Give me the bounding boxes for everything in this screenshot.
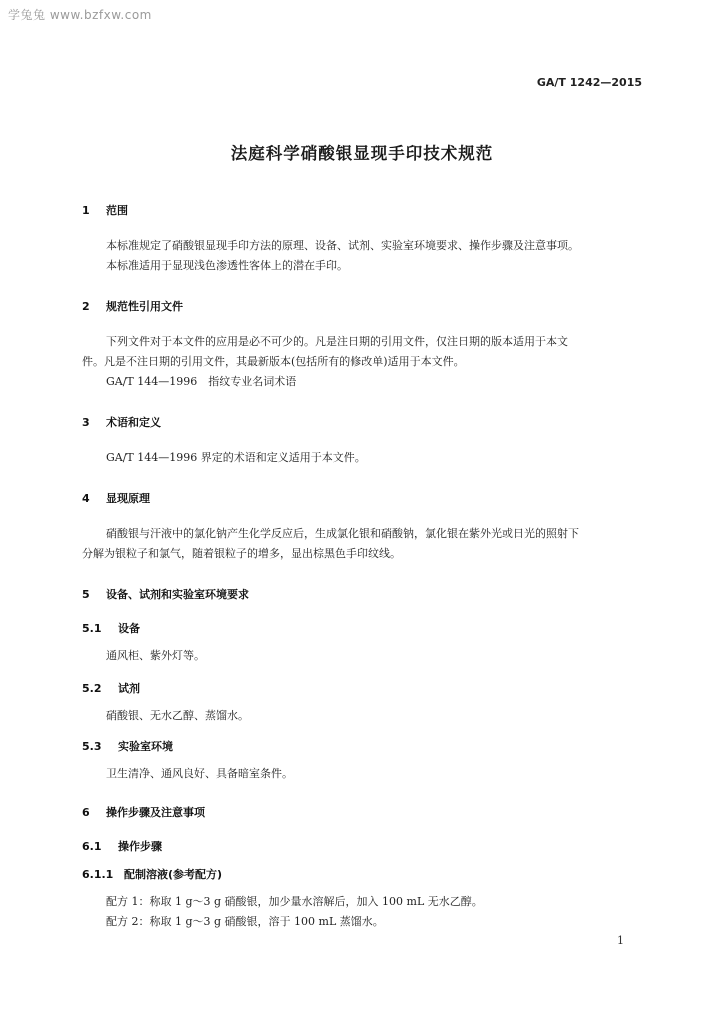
paragraph: 通风柜、紫外灯等。 (106, 649, 205, 662)
section-5-1-heading (82, 620, 140, 636)
section-6-1-1-heading (82, 866, 222, 882)
paragraph: 本标准适用于显现浅色渗透性客体上的潜在手印。 (106, 259, 348, 272)
paragraph: 硝酸银、无水乙醇、蒸馏水。 (106, 709, 249, 722)
formula-item: 配方 1：称取 1 g～3 g 硝酸银，加少量水溶解后，加入 100 mL 无水乙醇。 (106, 895, 483, 908)
section-number: 1 (82, 204, 90, 217)
section-number: 6 (82, 806, 90, 819)
section-6-1-heading (82, 838, 162, 854)
section-number: 4 (82, 492, 90, 505)
section-4-heading (82, 490, 150, 506)
section-title: 规范性引用文件 (106, 300, 183, 313)
section-title: 范围 (106, 204, 128, 217)
paragraph: 件。凡是不注日期的引用文件，其最新版本(包括所有的修改单)适用于本文件。 (82, 355, 465, 368)
section-title: 显现原理 (106, 492, 150, 505)
section-title: 实验室环境 (118, 740, 173, 753)
section-title: 术语和定义 (106, 416, 161, 429)
section-5-3-heading (82, 738, 173, 754)
section-3-heading (82, 414, 161, 430)
section-number: 6.1.1 (82, 868, 114, 881)
reference-item: GA/T 144—1996 指纹专业名词术语 (106, 375, 297, 388)
watermark: 学兔兔 www.bzfxw.com (8, 8, 152, 22)
standard-number: GA/T 1242—2015 (536, 76, 642, 89)
paragraph: 下列文件对于本文件的应用是必不可少的。凡是注日期的引用文件，仅注日期的版本适用于本文 (106, 335, 568, 348)
section-title: 操作步骤及注意事项 (106, 806, 205, 819)
section-1-heading (82, 202, 128, 218)
section-2-heading (82, 298, 183, 314)
paragraph: 分解为银粒子和氯气，随着银粒子的增多，显出棕黑色手印纹线。 (82, 547, 401, 560)
paragraph: GA/T 144—1996 界定的术语和定义适用于本文件。 (106, 451, 366, 464)
section-5-2-heading (82, 680, 140, 696)
page-number: 1 (617, 934, 624, 947)
paragraph: 硝酸银与汗液中的氯化钠产生化学反应后，生成氯化银和硝酸钠，氯化银在紫外光或日光的照射下 (106, 527, 579, 540)
section-number: 5.3 (82, 740, 102, 753)
section-title: 配制溶液(参考配方) (124, 868, 223, 881)
section-5-heading (82, 586, 249, 602)
section-6-heading (82, 804, 205, 820)
section-number: 3 (82, 416, 90, 429)
section-title: 设备、试剂和实验室环境要求 (106, 588, 249, 601)
section-number: 6.1 (82, 840, 102, 853)
document-title: 法庭科学硝酸银显现手印技术规范 (230, 144, 494, 163)
section-number: 5.2 (82, 682, 102, 695)
paragraph: 卫生清净、通风良好、具备暗室条件。 (106, 767, 293, 780)
section-title: 试剂 (118, 682, 140, 695)
section-number: 5.1 (82, 622, 102, 635)
paragraph: 本标准规定了硝酸银显现手印方法的原理、设备、试剂、实验室环境要求、操作步骤及注意事项。 (106, 239, 579, 252)
section-number: 5 (82, 588, 90, 601)
section-title: 设备 (118, 622, 140, 635)
formula-item: 配方 2：称取 1 g～3 g 硝酸银，溶于 100 mL 蒸馏水。 (106, 915, 384, 928)
section-number: 2 (82, 300, 90, 313)
section-title: 操作步骤 (118, 840, 162, 853)
